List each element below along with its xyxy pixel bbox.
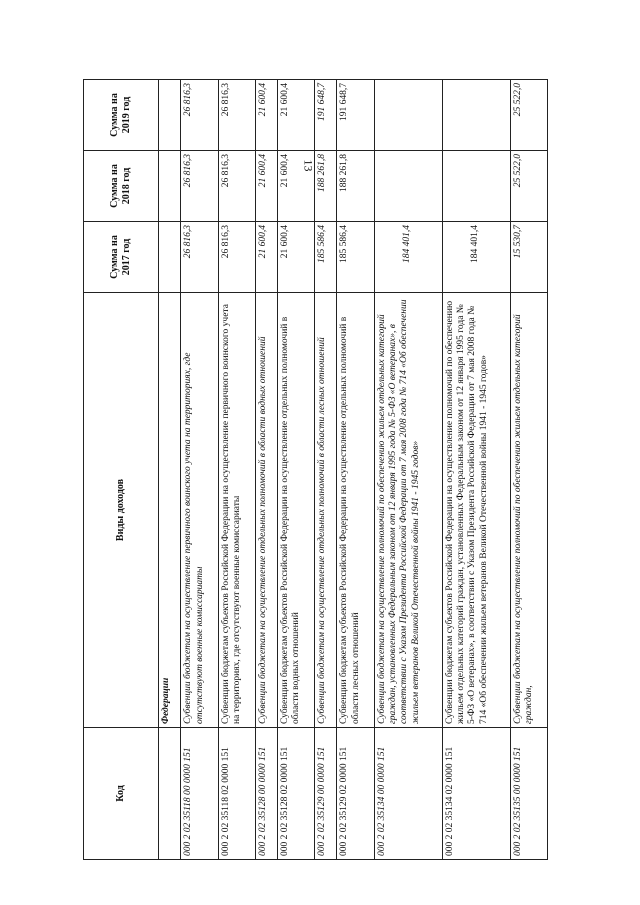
continuation-cell-2018 (159, 151, 181, 222)
sum-2017-cell: 185 586,4 (315, 222, 337, 293)
code-cell: 000 2 02 35129 00 0000 151 (315, 728, 337, 860)
rotated-table-container (83, 80, 548, 860)
header-code: Код (84, 728, 159, 860)
sum-2018-cell: 188 261,8 (315, 151, 337, 222)
table-row (374, 80, 442, 860)
sum-2017-cell: 21 600,4 (255, 222, 277, 293)
header-description: Виды доходов (84, 293, 159, 728)
page-number: 13 (301, 159, 316, 172)
sum-2019-cell: 25 522,0 (510, 80, 547, 151)
table-body (181, 80, 548, 860)
table-header-row (84, 80, 159, 860)
table-row (218, 80, 255, 860)
sum-2017-cell: 15 530,7 (510, 222, 547, 293)
sum-2018-cell (442, 151, 510, 222)
table-row (255, 80, 277, 860)
sum-2019-cell: 191 648,7 (337, 80, 374, 151)
table-row (181, 80, 218, 860)
description-cell: Субвенции бюджетам субъектов Российской Федерации на осуществление отдельных полномочий в области водных отношений (277, 293, 314, 728)
continuation-text: Федерации (159, 293, 181, 728)
code-cell: 000 2 02 35135 00 0000 151 (510, 728, 547, 860)
description-cell: Субвенции бюджетам на осуществление полномочий по обеспечению жильем отдельных категорий граждан, установленных Федеральным законом от 12 января 1995 года № 5-ФЗ «О ветеранах», в соответствии с Указом Президента Российской Федерации от 7 мая 2008 года № 714 «Об обеспечении жильем ветеранов Великой Отечественной войны 1941 - 1945 годов» (374, 293, 442, 728)
header-sum-2018: Сумма на 2018 год (84, 151, 159, 222)
table-row (315, 80, 337, 860)
description-cell: Субвенции бюджетам на осуществление отдельных полномочий в области водных отношений (255, 293, 277, 728)
continuation-code-cell (159, 728, 181, 860)
code-cell: 000 2 02 35134 02 0000 151 (442, 728, 510, 860)
table-row (277, 80, 314, 860)
code-cell: 000 2 02 35129 02 0000 151 (337, 728, 374, 860)
code-cell: 000 2 02 35134 00 0000 151 (374, 728, 442, 860)
sum-2019-cell: 191 648,7 (315, 80, 337, 151)
continuation-cell-2019 (159, 80, 181, 151)
description-cell: Субвенции бюджетам субъектов Российской Федерации на осуществление первичного воинского учета на территориях, где отсутствуют военные комиссариаты (218, 293, 255, 728)
description-cell: Субвенции бюджетам на осуществление первичного воинского учета на территориях, где отсутствуют военные комиссариаты (181, 293, 218, 728)
table-row (337, 80, 374, 860)
sum-2019-cell (442, 80, 510, 151)
sum-2018-cell: 21 600,4 (277, 151, 314, 222)
sum-2019-cell: 26 816,3 (181, 80, 218, 151)
sum-2018-cell: 26 816,3 (181, 151, 218, 222)
sum-2017-cell: 185 586,4 (337, 222, 374, 293)
code-cell: 000 2 02 35128 00 0000 151 (255, 728, 277, 860)
sum-2019-cell: 21 600,4 (255, 80, 277, 151)
sum-2017-cell: 21 600,4 (277, 222, 314, 293)
code-cell: 000 2 02 35118 00 0000 151 (181, 728, 218, 860)
sum-2017-cell: 184 401,4 (442, 222, 510, 293)
sum-2019-cell: 26 816,3 (218, 80, 255, 151)
code-cell: 000 2 02 35118 02 0000 151 (218, 728, 255, 860)
description-cell: Субвенции бюджетам на осуществление полномочий по обеспечению жильем отдельных категорий граждан, (510, 293, 547, 728)
sum-2017-cell: 184 401,4 (374, 222, 442, 293)
continuation-cell-2017 (159, 222, 181, 293)
continuation-row (159, 80, 181, 860)
sum-2018-cell: 21 600,4 (255, 151, 277, 222)
table-row (510, 80, 547, 860)
code-cell: 000 2 02 35128 02 0000 151 (277, 728, 314, 860)
sum-2019-cell: 21 600,4 (277, 80, 314, 151)
description-cell: Субвенции бюджетам субъектов Российской Федерации на осуществление полномочий по обеспечению жильем отдельных категорий граждан, установленных Федеральным законом от 12 января 1995 года № 5-ФЗ «О ветеранах», в соответствии с Указом Президента Российской Федерации от 7 мая 2008 года № 714 «Об обеспечении жильем ветеранов Великой Отечественной войны 1941 - 1945 годов» (442, 293, 510, 728)
description-cell: Субвенции бюджетам на осуществление отдельных полномочий в области лесных отношений (315, 293, 337, 728)
sum-2017-cell: 26 816,3 (181, 222, 218, 293)
sum-2018-cell (374, 151, 442, 222)
budget-table (83, 79, 548, 860)
sum-2019-cell (374, 80, 442, 151)
sum-2017-cell: 26 816,3 (218, 222, 255, 293)
description-cell: Субвенции бюджетам субъектов Российской Федерации на осуществление отдельных полномочий в области лесных отношений (337, 293, 374, 728)
header-sum-2017: Сумма на 2017 год (84, 222, 159, 293)
header-sum-2019: Сумма на 2019 год (84, 80, 159, 151)
sum-2018-cell: 26 816,3 (218, 151, 255, 222)
table-row (442, 80, 510, 860)
sum-2018-cell: 188 261,8 (337, 151, 374, 222)
sum-2018-cell: 25 522,0 (510, 151, 547, 222)
